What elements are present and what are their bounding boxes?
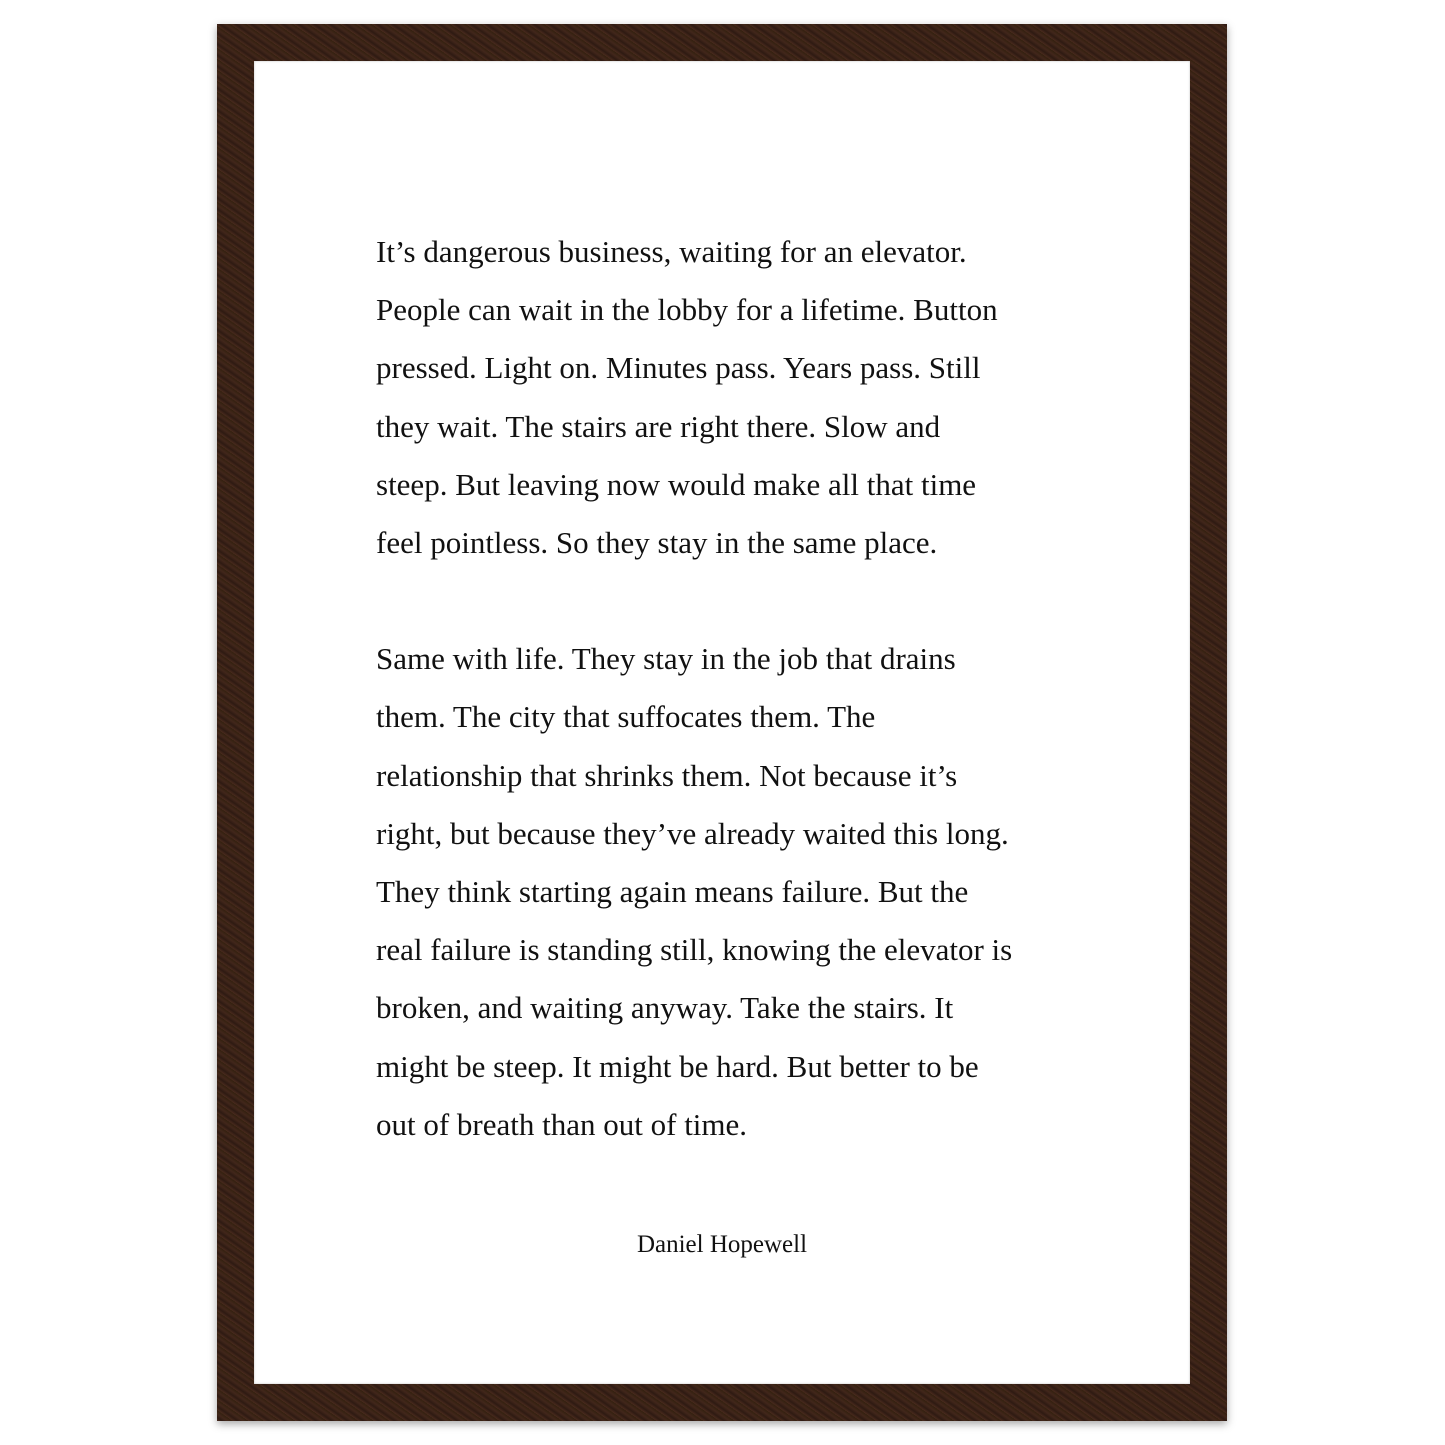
quote-line: feel pointless. So they stay in the same place. [376,525,938,561]
quote-text [376,223,1096,1154]
author-name: Daniel Hopewell [636,1231,808,1258]
quote-line: broken, and waiting anyway. Take the stairs. It [376,990,954,1026]
quote-line: them. The city that suffocates them. The [376,699,876,735]
quote-line: out of breath than out of time. [376,1106,748,1142]
wooden-frame [217,24,1227,1421]
quote-line: right, but because they’ve already waited this long. [376,815,1009,851]
poster-paper [254,61,1190,1384]
quote-line: It’s dangerous business, waiting for an elevator. [376,234,967,269]
quote-line: might be steep. It might be hard. But better to be [376,1048,979,1084]
quote-line: they wait. The stairs are right there. Slow and [376,408,941,444]
quote-line: People can wait in the lobby for a lifetime. Button [376,292,998,328]
quote-line: real failure is standing still, knowing the elevator is [376,932,1013,968]
quote-line: steep. But leaving now would make all that time [376,466,977,502]
quote-line: They think starting again means failure. But the [376,874,969,910]
paragraph-spacer [376,572,1096,630]
quote-line: Same with life. They stay in the job that drains [376,641,956,677]
quote-line: pressed. Light on. Minutes pass. Years pass. Still [376,350,981,386]
quote-line: relationship that shrinks them. Not because it’s [376,757,958,793]
